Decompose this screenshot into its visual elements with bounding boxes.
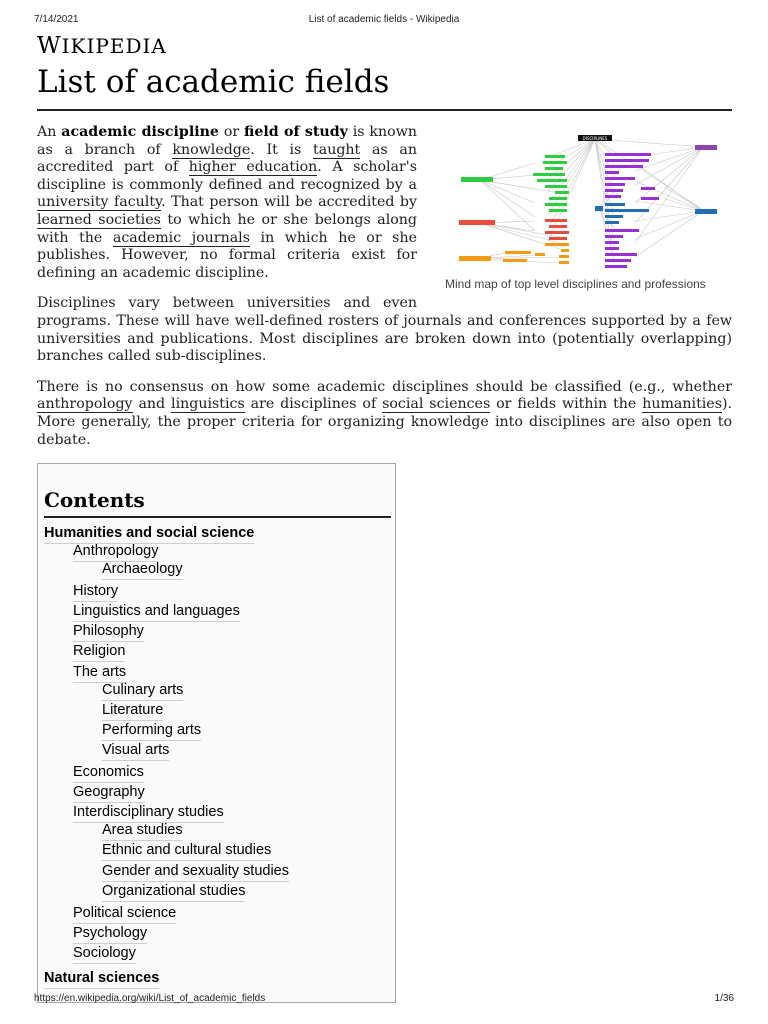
toc-item-humanities-and-social-science[interactable]: Humanities and social science xyxy=(44,525,254,544)
toc-item-culinary-arts[interactable]: Culinary arts xyxy=(102,682,183,701)
toc-divider xyxy=(44,516,391,518)
term-field-of-study: field of study xyxy=(244,124,348,140)
intro-paragraph: An academic discipline or field of study is known as a branch of knowledge. It is taught as an accredited part of higher education. A scholar's discipline is commonly defined and recognized by a university faculty. That person will be accredited by learned societies to which he or she belongs along with the academic journals in which he or she publishes. However, no formal criteria exist for defining an academic discipline. xyxy=(37,124,417,281)
title-divider xyxy=(37,109,732,111)
link-linguistics[interactable]: linguistics xyxy=(171,396,245,413)
toc-item-linguistics-and-languages[interactable]: Linguistics and languages xyxy=(73,603,240,622)
print-header xyxy=(34,14,734,28)
mind-map-image[interactable] xyxy=(445,133,732,271)
toc-item-gender-and-sexuality-studies[interactable]: Gender and sexuality studies xyxy=(102,863,289,882)
toc-item-performing-arts[interactable]: Performing arts xyxy=(102,722,201,741)
toc-item-ethnic-and-cultural-studies[interactable]: Ethnic and cultural studies xyxy=(102,842,271,861)
toc-item-the-arts[interactable]: The arts xyxy=(73,664,126,683)
toc-item-area-studies[interactable]: Area studies xyxy=(102,822,183,841)
disciplines-paragraph: Disciplines vary between universities and even programs. These will have well-defined rosters of journals and conferences supported by a few universities and publications. Most disciplines are broken down into (potentially overlapping) branches called sub-disciplines. xyxy=(37,295,732,365)
link-anthropology[interactable]: anthropology xyxy=(37,396,133,413)
link-learned-societies[interactable]: learned societies xyxy=(37,211,161,228)
toc-item-psychology[interactable]: Psychology xyxy=(73,925,147,944)
toc-item-interdisciplinary-studies[interactable]: Interdisciplinary studies xyxy=(73,804,224,823)
print-page-number: 1/36 xyxy=(714,993,734,1004)
page-title: List of academic fields xyxy=(37,64,390,100)
link-academic-journals[interactable]: academic journals xyxy=(112,229,250,246)
toc-item-geography[interactable]: Geography xyxy=(73,784,145,803)
toc-item-sociology[interactable]: Sociology xyxy=(73,945,136,964)
print-title: List of academic fields - Wikipedia xyxy=(308,14,460,25)
toc-item-archaeology[interactable]: Archaeology xyxy=(102,561,183,580)
mind-map-center-label: DISCIPLINES xyxy=(582,136,608,141)
article-body xyxy=(37,124,732,462)
print-date: 7/14/2021 xyxy=(34,14,79,25)
toc-item-anthropology[interactable]: Anthropology xyxy=(73,543,158,562)
toc-item-literature[interactable]: Literature xyxy=(102,702,163,721)
toc-item-religion[interactable]: Religion xyxy=(73,643,125,662)
link-social-sciences[interactable]: social sciences xyxy=(382,396,491,413)
toc-item-visual-arts[interactable]: Visual arts xyxy=(102,742,169,761)
link-humanities[interactable]: humanities xyxy=(642,396,722,413)
classification-paragraph: There is no consensus on how some academic disciplines should be classified (e.g., whether anthropology and linguistics are disciplines of social sciences or fields within the humanities). More generally, the proper criteria for organizing knowledge into disciplines are also open to debate. xyxy=(37,378,733,448)
toc-item-political-science[interactable]: Political science xyxy=(73,905,176,924)
link-taught[interactable]: taught xyxy=(313,141,361,158)
toc-title: Contents xyxy=(44,488,145,512)
mind-map-figure[interactable] xyxy=(445,133,732,292)
link-higher-education[interactable]: higher education xyxy=(188,159,318,176)
toc-item-history[interactable]: History xyxy=(73,583,118,602)
toc-item-economics[interactable]: Economics xyxy=(73,764,144,783)
print-url[interactable]: https://en.wikipedia.org/wiki/List_of_academic_fields xyxy=(34,993,266,1004)
table-of-contents xyxy=(37,463,396,1003)
link-knowledge[interactable]: knowledge xyxy=(172,141,251,158)
term-academic-discipline: academic discipline xyxy=(61,124,219,140)
toc-item-natural-sciences[interactable]: Natural sciences xyxy=(44,970,159,989)
toc-item-philosophy[interactable]: Philosophy xyxy=(73,623,144,642)
link-university-faculty[interactable]: university faculty xyxy=(37,194,162,211)
print-footer xyxy=(34,993,734,1007)
figure-caption: Mind map of top level disciplines and professions xyxy=(445,277,706,291)
wikipedia-logo[interactable] xyxy=(37,33,167,59)
logo-rest: IKIPEDIA xyxy=(61,34,167,58)
toc-item-organizational-studies[interactable]: Organizational studies xyxy=(102,883,245,902)
logo-initial: W xyxy=(37,33,62,59)
